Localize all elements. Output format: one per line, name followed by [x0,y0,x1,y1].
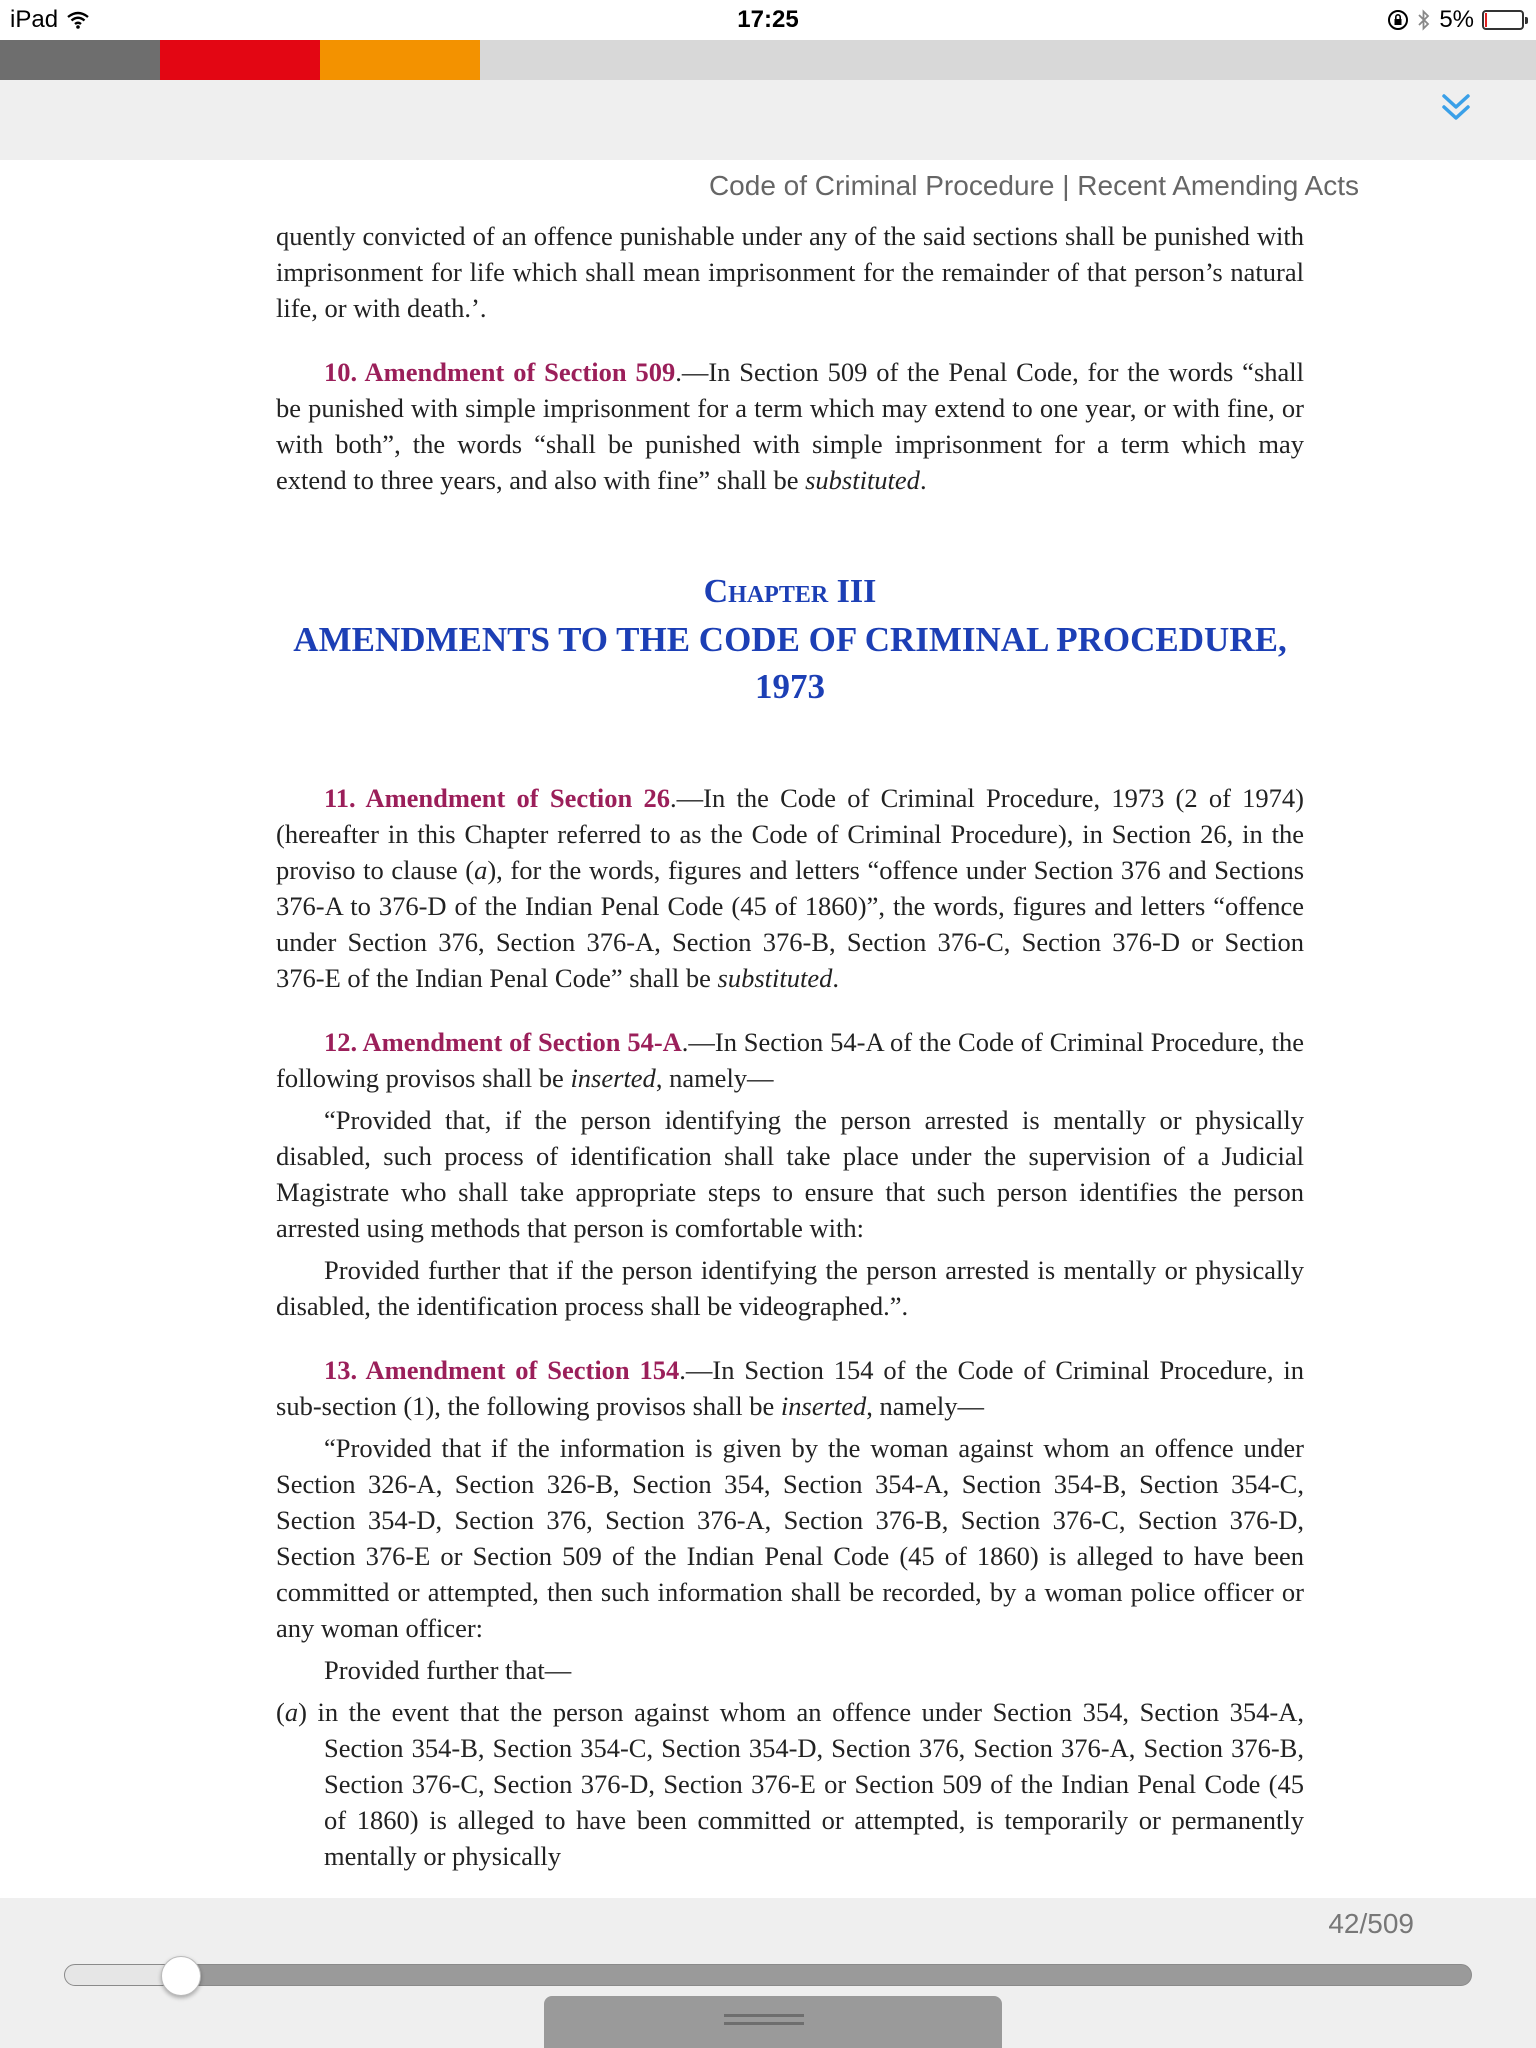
section-11-text-a: .—In the Code of Criminal Procedure, 1973 (2 of 1974) (hereafter in this Chapter referred to as the Code of Criminal Procedure), in Section 26, in the proviso to clause ( [276,783,1305,885]
page-content [276,218,1304,1874]
color-swatch-red[interactable] [160,40,320,80]
section-12-title: 12. Amendment of Section 54-A [324,1027,682,1057]
page-slider-thumb[interactable] [161,1956,201,1996]
chapter-title: AMENDMENTS TO THE CODE OF CRIMINAL PROCEDURE, 1973 [293,620,1287,706]
rotation-lock-icon [1387,9,1409,31]
bluetooth-icon [1417,9,1431,31]
page-slider[interactable] [64,1964,1472,1986]
grip-line [724,2014,804,2017]
section-10-text-b: . [919,465,927,495]
section-11-text-c: . [832,963,840,993]
section-13-text-a: .—In Section 154 of the Code of Criminal Procedure, in sub-section (1), the following provisos shall be [276,1355,1304,1421]
section-10-title: 10. Amendment of Section 509 [324,357,676,387]
clause-close: ) [298,1697,318,1727]
color-swatch-gray[interactable] [0,40,160,80]
section-13-text-b: , namely— [866,1391,985,1421]
section-11 [276,780,1304,996]
thumbnail-drawer-handle[interactable] [544,1996,1002,2048]
clause-letter: a [284,1697,299,1727]
running-head: Code of Criminal Procedure | Recent Amending Acts [708,170,1359,201]
battery-icon [1482,10,1524,30]
double-chevron-down-icon[interactable] [1436,88,1476,128]
section-12-proviso-1: “Provided that, if the person identifying the person arrested is mentally or physically disabled, such process of identification shall take place under the supervision of a Judicial Magistrate who shall take appropriate steps to ensure that such person identifies the person arrested using methods that person is comfortable with: [276,1105,1304,1243]
section-13-title: 13. Amendment of Section 154 [324,1355,680,1385]
section-11-em-b: substituted [717,963,833,993]
section-11-text-b: ), for the words, figures and letters “offence under Section 376 and Sections 376-A to 376-D of the Indian Penal Code (45 of 1860)”, the words, figures and letters “offence under Section 376, Section 376-A, Section 376-B, Section 376-C, Section 376-D or Section 376-E of the Indian Penal Code” shall be [276,855,1305,993]
section-10-em: substituted [805,465,920,495]
clock: 17:25 [737,6,799,33]
section-13-clause-a [276,1694,1304,1874]
clause-text: in the event that the person against whom an offence under Section 354, Section 354-A, Section 354-B, Section 354-C, Section 354-D, Section 376, Section 376-A, Section 376-B, Section 376-C, Section 376-D, Section 376-E or Section 509 of the Indian Penal Code (45 of 1860) is alleged to have been committed or attempted, is temporarily or permanently mentally or physically [317,1697,1304,1871]
section-12 [276,1024,1304,1096]
section-11-title: 11. Amendment of Section 26 [324,783,671,813]
highlight-color-strip [0,40,1536,80]
section-10-text-a: .—In Section 509 of the Penal Code, for the words “shall be punished with simple imprisonment for a term which may extend to one year, or with fine, or with both”, the words “shall be punished with simple imprisonment for a term which may extend to three years, and also with fine” shall be [276,357,1304,495]
section-12-proviso-2: Provided further that if the person identifying the person arrested is mentally or physically disabled, the identification process shall be videographed.”. [276,1255,1304,1321]
status-bar [0,0,1536,40]
chapter-label: Chapter III [703,573,877,610]
reader-toolbar [0,40,1536,160]
section-10 [276,354,1304,498]
paragraph-continuation: quently convicted of an offence punishable under any of the said sections shall be punished with imprisonment for life which shall mean imprisonment for the remainder of that person’s natural life, or with death.’. [276,221,1304,323]
section-12-text-b: , namely— [655,1063,774,1093]
section-13 [276,1352,1304,1424]
grip-line [724,2022,804,2025]
section-12-text-a: .—In Section 54-A of the Code of Criminal Procedure, the following provisos shall be [276,1027,1304,1093]
status-right [1387,6,1524,34]
section-12-em: inserted [570,1063,656,1093]
section-13-em: inserted [780,1391,867,1421]
battery-percent: 5% [1439,6,1474,33]
chapter-heading [276,568,1304,710]
section-11-em-a: a [474,855,488,885]
section-13-proviso-1: “Provided that if the information is given by the woman against whom an offence under Section 326-A, Section 326-B, Section 354, Section 354-A, Section 354-B, Section 354-C, Section 354-D, Section 376, Section 376-A, Section 376-B, Section 376-C, Section 376-D, Section 376-E or Section 509 of the Indian Penal Code (45 of 1860) is alleged to have been committed or attempted, then such information shall be recorded, by a woman police officer or any woman officer: [276,1433,1304,1643]
device-name: iPad [10,6,59,33]
color-swatch-orange[interactable] [320,40,480,80]
clause-open: ( [276,1697,285,1727]
page-indicator: 42/509 [1328,1908,1414,1939]
battery-level [1485,13,1487,27]
section-13-proviso-2: Provided further that— [324,1655,572,1685]
